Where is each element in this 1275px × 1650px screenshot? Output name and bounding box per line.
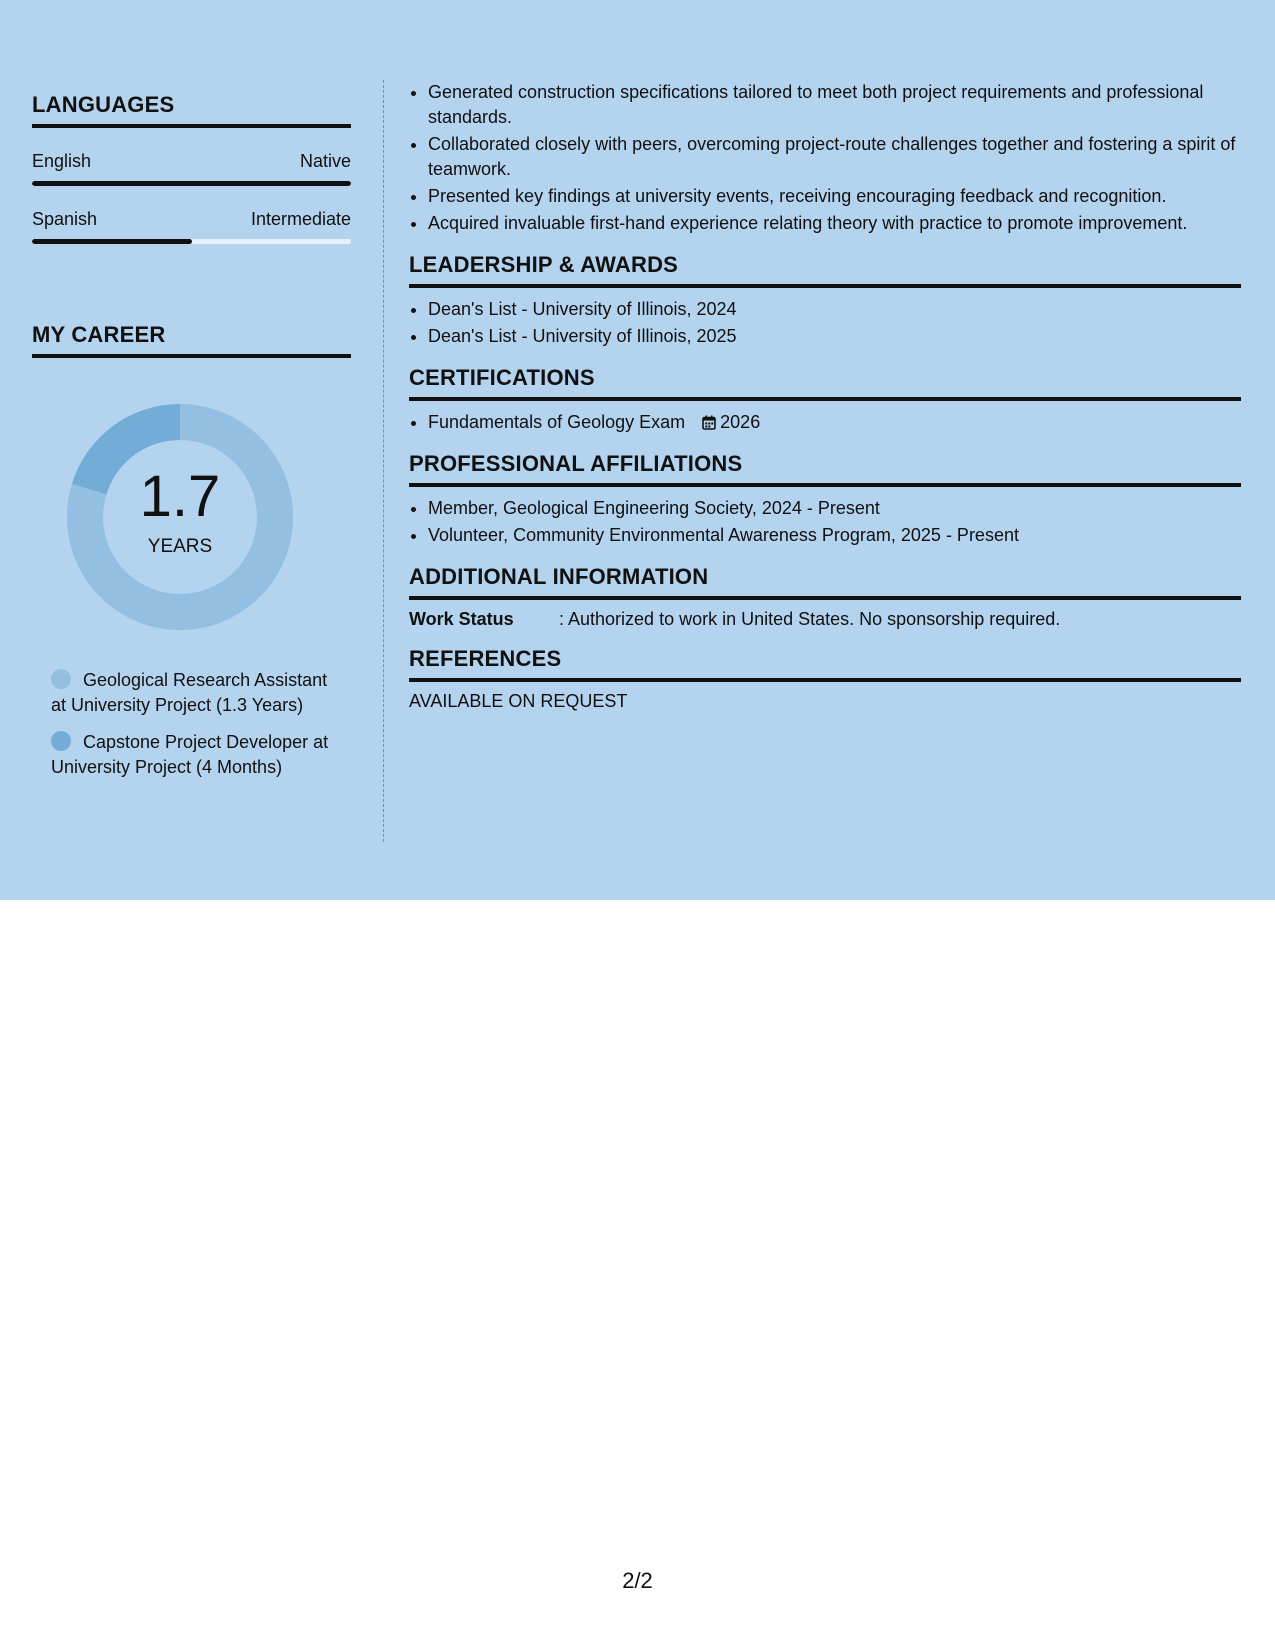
affiliations-section — [409, 451, 1241, 548]
list-item: • Acquired invaluable first-hand experience relating theory with practice to promote improvement. — [428, 211, 1241, 236]
references-heading: REFERENCES — [409, 646, 1241, 682]
language-name: Spanish — [32, 209, 98, 229]
additional-info-heading: ADDITIONAL INFORMATION — [409, 564, 1241, 600]
certifications-heading: CERTIFICATIONS — [409, 365, 1241, 401]
list-item: • Volunteer, Community Environmental Awareness Program, 2025 - Present — [428, 523, 1241, 548]
references-section — [409, 646, 1241, 712]
languages-heading: LANGUAGES — [32, 92, 351, 128]
affiliations-heading: PROFESSIONAL AFFILIATIONS — [409, 451, 1241, 487]
work-status-row — [409, 609, 1241, 630]
career-total-value: 1.7 — [139, 464, 221, 529]
references-text: AVAILABLE ON REQUEST — [409, 691, 628, 711]
calendar-icon — [702, 415, 716, 430]
language-level: Native — [299, 151, 351, 171]
page-number: 2/2 — [622, 1568, 653, 1593]
career-total-unit: YEARS — [147, 536, 213, 557]
legend-label: Geological Research Assistant at University Project (1.3 Years) — [51, 670, 328, 715]
certification-date: 2026 — [720, 412, 761, 432]
legend-dot — [51, 731, 71, 751]
legend-item — [51, 730, 331, 780]
additional-info-section — [409, 564, 1241, 630]
language-proficiency-bar — [32, 181, 351, 186]
legend-item — [51, 668, 331, 718]
leadership-section — [409, 252, 1241, 349]
career-heading: MY CAREER — [32, 322, 351, 358]
career-section — [32, 322, 351, 780]
legend-label: Capstone Project Developer at University Project (4 Months) — [51, 732, 329, 777]
list-item — [428, 410, 1241, 435]
certification-name: Fundamentals of Geology Exam — [428, 412, 686, 432]
work-status-value: : Authorized to work in United States. No sponsorship required. — [559, 609, 1061, 629]
language-proficiency-fill — [32, 181, 351, 186]
list-item: • Collaborated closely with peers, overcoming project-route challenges together and fostering a spirit of teamwork. — [428, 132, 1241, 182]
language-item — [32, 151, 351, 186]
certifications-section — [409, 365, 1241, 435]
language-proficiency-fill — [32, 239, 192, 244]
work-status-label: Work Status — [409, 609, 514, 629]
experience-bullets — [409, 80, 1241, 236]
list-item: • Dean's List - University of Illinois, 2024 — [428, 297, 1241, 322]
right-column — [409, 80, 1241, 712]
list-item: • Presented key findings at university events, receiving encouraging feedback and recognition. — [428, 184, 1241, 209]
career-legend — [51, 668, 331, 780]
leadership-heading: LEADERSHIP & AWARDS — [409, 252, 1241, 288]
column-divider — [383, 80, 384, 842]
left-column — [32, 92, 351, 792]
language-level: Intermediate — [250, 209, 351, 229]
list-item: • Member, Geological Engineering Society, 2024 - Present — [428, 496, 1241, 521]
list-item: • Generated construction specifications tailored to meet both project requirements and professional standards. — [428, 80, 1241, 130]
list-item: • Dean's List - University of Illinois, 2025 — [428, 324, 1241, 349]
language-item — [32, 209, 351, 244]
career-donut-chart — [65, 402, 295, 632]
legend-dot — [51, 669, 71, 689]
language-proficiency-bar — [32, 239, 351, 244]
language-name: English — [32, 151, 92, 171]
